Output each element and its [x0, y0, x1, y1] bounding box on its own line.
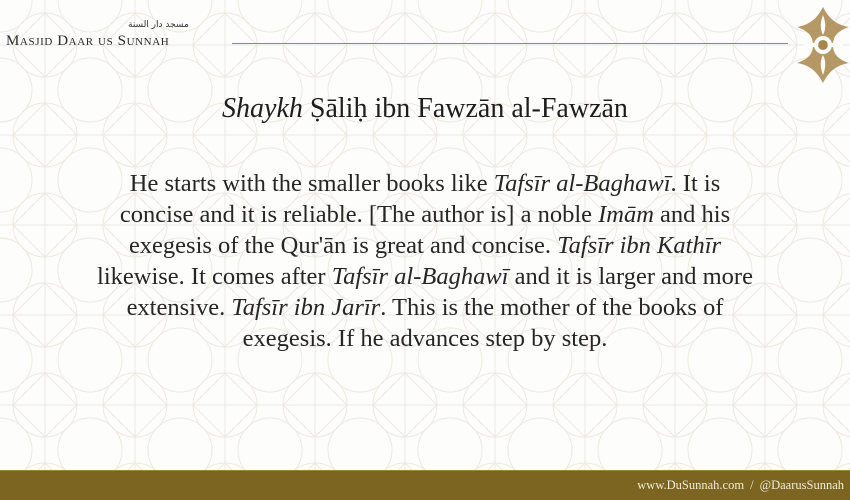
ornament-icon — [793, 5, 850, 85]
quote-line — [30, 230, 820, 261]
top-divider — [232, 43, 788, 44]
quote-line — [30, 199, 820, 230]
title-honorific: Shaykh — [222, 93, 303, 124]
quote-segment: and it is larger and more — [508, 263, 753, 290]
quote-text — [30, 168, 820, 354]
quote-segment: exegesis of the Qur'ān is great and concise. — [128, 232, 558, 259]
quote-segment: . This is the mother of the books of — [380, 294, 724, 321]
footer-credits — [637, 478, 844, 493]
page-title — [0, 93, 850, 125]
quote-segment: and his — [653, 201, 731, 228]
quote-segment: . It is — [670, 170, 721, 197]
quote-segment: exegesis. If he advances step by step. — [242, 325, 608, 352]
footer-separator: / — [750, 478, 754, 492]
quote-line — [30, 323, 820, 354]
quote-line — [30, 261, 820, 292]
quote-line — [30, 168, 820, 199]
book-title-italic: Tafsīr ibn Jarīr — [231, 294, 381, 321]
footer-handle-link[interactable]: @DaarusSunnah — [759, 478, 844, 492]
brand-arabic-name: مسجد دار السنة — [128, 20, 189, 30]
footer-bar — [0, 470, 850, 500]
quote-line — [30, 292, 820, 323]
footer-website-link[interactable]: www.DuSunnah.com — [637, 478, 745, 492]
book-title-italic: Imām — [598, 201, 654, 228]
brand-english-name: Masjid Daar us Sunnah — [6, 33, 170, 49]
title-name: Ṣāliḥ ibn Fawzān al-Fawzān — [309, 93, 628, 124]
book-title-italic: Tafsīr al-Baghawī — [493, 170, 671, 197]
quote-segment: extensive. — [126, 294, 232, 321]
book-title-italic: Tafsīr al-Baghawī — [331, 263, 509, 290]
quote-segment: likewise. It comes after — [97, 263, 332, 290]
quote-segment: He starts with the smaller books like — [129, 170, 494, 197]
book-title-italic: Tafsīr ibn Kathīr — [557, 232, 722, 259]
quote-segment: concise and it is reliable. [The author is] a noble — [119, 201, 599, 228]
